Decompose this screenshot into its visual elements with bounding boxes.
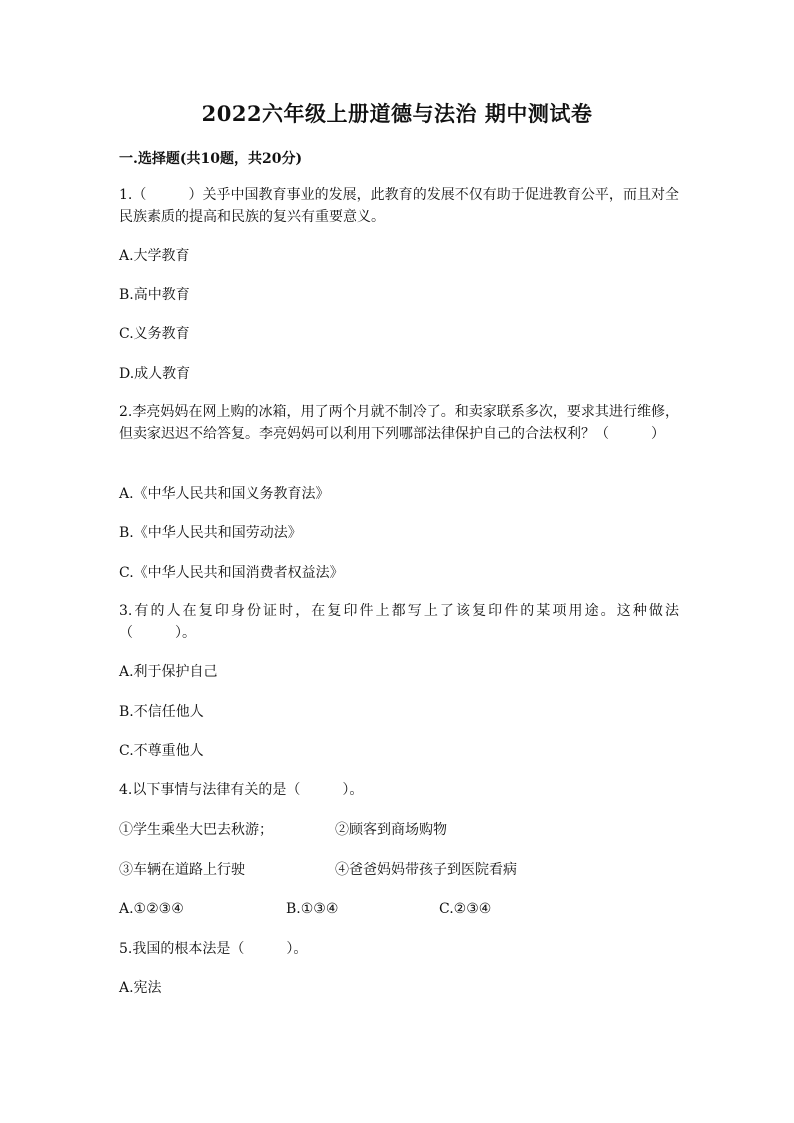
question-4-option-c: C.②③④ — [439, 901, 492, 917]
question-1-option-b: B.高中教育 — [119, 287, 190, 303]
question-5-stem: 5.我国的根本法是（ ）。 — [119, 941, 308, 957]
question-5-option-a: A.宪法 — [119, 980, 162, 996]
question-1-stem: 1.（ ）关乎中国教育事业的发展，此教育的发展不仅有助于促进教育公平，而且对全民族素质的提高和民族的复兴有重要意义。 — [119, 187, 679, 225]
question-4-option-a: A.①②③④ — [119, 901, 184, 917]
question-4-option-b: B.①③④ — [286, 901, 339, 917]
question-3-option-a: A.利于保护自己 — [119, 664, 218, 680]
question-3-option-b: B.不信任他人 — [119, 704, 204, 720]
question-1-option-c: C.义务教育 — [119, 326, 190, 342]
question-1-option-d: D.成人教育 — [119, 366, 191, 382]
question-4-item-3: ③车辆在道路上行驶 — [119, 862, 245, 878]
question-2-stem: 2.李亮妈妈在网上购的冰箱，用了两个月就不制冷了。和卖家联系多次，要求其进行维修，但卖家迟迟不给答复。李亮妈妈可以利用下列哪部法律保护自己的合法权利？（ ） — [119, 404, 679, 442]
question-2-option-a: A.《中华人民共和国义务教育法》 — [119, 486, 330, 502]
question-4-item-4: ④爸爸妈妈带孩子到医院看病 — [335, 862, 517, 878]
question-3-stem: 3.有的人在复印身份证时，在复印件上都写上了该复印件的某项用途。这种做法（ ）。 — [119, 603, 679, 641]
question-1-option-a: A.大学教育 — [119, 248, 190, 264]
section-heading: 一.选择题(共10题，共20分) — [119, 151, 303, 167]
question-2-option-c: C.《中华人民共和国消费者权益法》 — [119, 565, 344, 581]
question-4-stem: 4.以下事情与法律有关的是（ ）。 — [119, 782, 364, 798]
question-3-option-c: C.不尊重他人 — [119, 743, 204, 759]
question-4-item-1: ①学生乘坐大巴去秋游； — [119, 822, 273, 838]
question-2-option-b: B.《中华人民共和国劳动法》 — [119, 525, 302, 541]
exam-title: 2022六年级上册道德与法治 期中测试卷 — [201, 101, 593, 126]
question-4-item-2: ②顾客到商场购物 — [335, 822, 447, 838]
